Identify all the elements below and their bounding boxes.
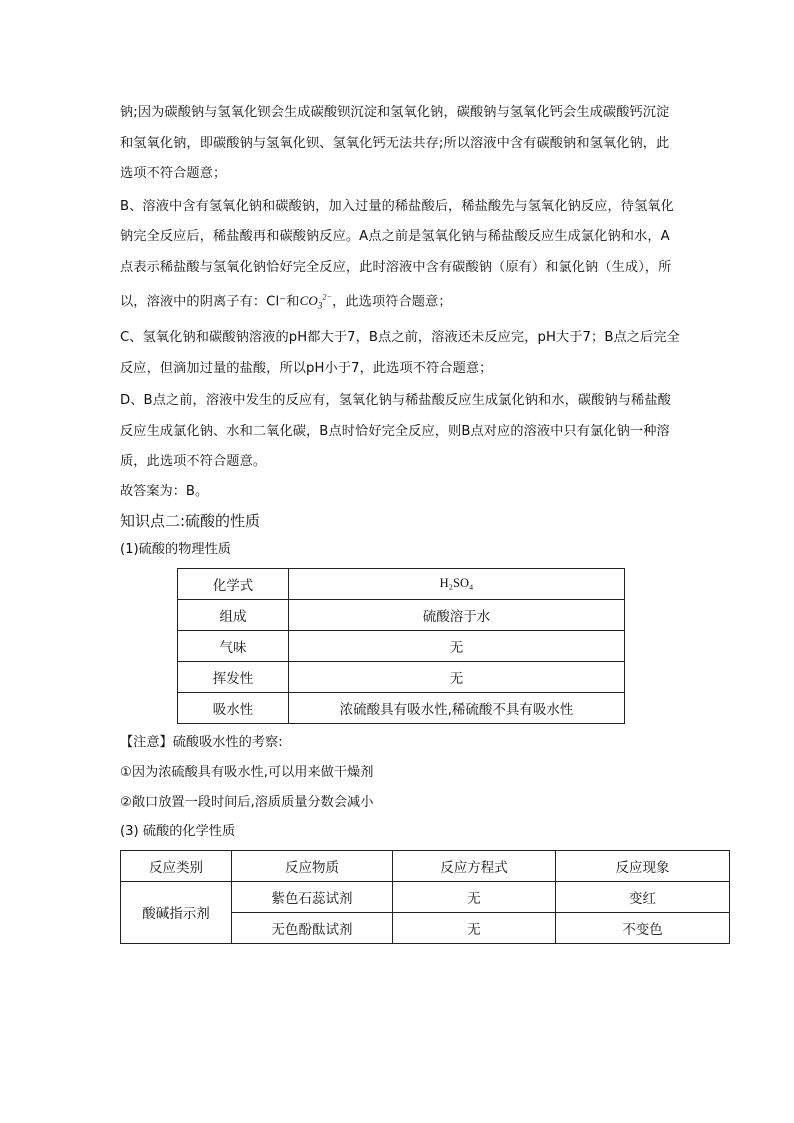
section-heading: 知识点二:硫酸的性质 xyxy=(120,511,261,530)
ion-base: CO xyxy=(299,293,318,309)
header-category: 反应类别 xyxy=(121,850,232,881)
table-row xyxy=(178,568,625,599)
ion-subscript: 3 xyxy=(317,300,323,311)
physical-properties-table xyxy=(177,568,625,724)
note-title: 【注意】硫酸吸水性的考察: xyxy=(120,734,283,750)
physical-properties-title: (1)硫酸的物理性质 xyxy=(120,541,231,557)
property-name: 化学式 xyxy=(178,568,289,599)
table-row xyxy=(178,692,625,723)
chemical-properties-table xyxy=(120,850,730,944)
equation-cell: 无 xyxy=(393,912,556,943)
property-value: 无 xyxy=(289,661,625,692)
header-phenomenon: 反应现象 xyxy=(556,850,730,881)
chemical-properties-title: (3) 硫酸的化学性质 xyxy=(120,823,236,839)
note-item-2: ②敞口放置一段时间后,溶质质量分数会减小 xyxy=(120,794,374,810)
paragraph-a-continuation: 钠;因为碳酸钠与氢氧化钡会生成碳酸钡沉淀和氢氧化钠，碳酸钠与氢氧化钙会生成碳酸钙沉淀和氢氧化钠，即碳酸钠与氢氧化钡、氢氧化钙无法共存;所以溶液中含有碳酸钠和氢氧化钠，此选项不符合题意； xyxy=(120,105,670,181)
answer-line: 故答案为：B。 xyxy=(120,483,209,499)
phenomenon-cell: 不变色 xyxy=(556,912,730,943)
option-b-text: B、溶液中含有氢氧化钠和碳酸钠，加入过量的稀盐酸后，稀盐酸先与氢氧化钠反应，待氢氧化钠完全反应后，稀盐酸再和碳酸钠反应。A点之前是氢氧化钠与稀盐酸反应生成氯化钠和水，A点表示稀盐酸与氢氧化钠恰好完全反应，此时溶液中含有碳酸钠（原有）和氯化钠（生成），所以，溶液中的阴离子有：Cl⁻和 xyxy=(120,198,674,310)
document-page xyxy=(120,98,680,944)
property-value: H₂SO₄ xyxy=(289,568,625,599)
header-equation: 反应方程式 xyxy=(393,850,556,881)
paragraph-option-d: D、B点之前，溶液中发生的反应有，氢氧化钠与稀盐酸反应生成氯化钠和水，碳酸钠与稀盐酸反应生成氯化钠、水和二氧化碳，B点时恰好完全反应，则B点对应的溶液中只有氯化钠一种溶质，此选项不符合题意。 xyxy=(120,393,671,470)
table-header-row xyxy=(121,850,730,881)
property-value: 浓硫酸具有吸水性,稀硫酸不具有吸水性 xyxy=(289,692,625,723)
paragraph-option-c: C、氢氧化钠和碳酸钠溶液的pH都大于7，B点之前，溶液还未反应完，pH大于7；B点之后完全反应，但滴加过量的盐酸，所以pH小于7，此选项不符合题意； xyxy=(120,330,680,376)
phenomenon-cell: 变红 xyxy=(556,881,730,912)
table-row xyxy=(178,599,625,630)
category-cell: 酸碱指示剂 xyxy=(121,881,232,943)
note-item-1: ①因为浓硫酸具有吸水性,可以用来做干燥剂 xyxy=(120,764,374,780)
equation-cell: 无 xyxy=(393,881,556,912)
substance-cell: 紫色石蕊试剂 xyxy=(232,881,393,912)
substance-cell: 无色酚酞试剂 xyxy=(232,912,393,943)
table-row xyxy=(178,630,625,661)
property-value: 硫酸溶于水 xyxy=(289,599,625,630)
table-row xyxy=(121,881,730,912)
property-value: 无 xyxy=(289,630,625,661)
property-name: 吸水性 xyxy=(178,692,289,723)
property-name: 气味 xyxy=(178,630,289,661)
ion-superscript: 2− xyxy=(322,293,333,302)
property-name: 组成 xyxy=(178,599,289,630)
table-row xyxy=(178,661,625,692)
property-name: 挥发性 xyxy=(178,661,289,692)
paragraph-option-b xyxy=(120,192,680,322)
carbonate-ion xyxy=(299,293,333,311)
header-substance: 反应物质 xyxy=(232,850,393,881)
option-b-tail: ，此选项符合题意； xyxy=(332,294,452,310)
